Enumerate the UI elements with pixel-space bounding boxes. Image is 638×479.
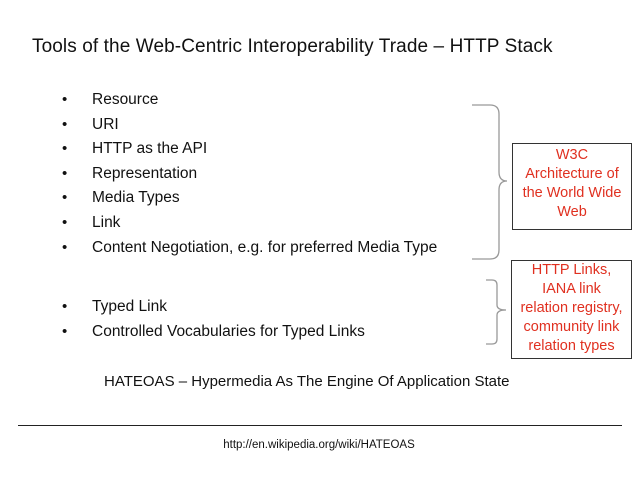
bullet-text: HTTP as the API [92,140,208,158]
list-item [62,113,437,138]
bullet-icon: • [62,115,68,133]
bullet-text: Resource [92,91,159,108]
bullet-icon: • [62,213,68,231]
callout-line: community link [523,319,620,335]
bullet-list-core [62,88,437,260]
bullet-icon: • [62,322,68,340]
bullet-icon: • [62,140,68,158]
hateoas-definition: HATEOAS – Hypermedia As The Engine Of Application State [104,373,510,390]
callout-w3c-architecture [512,143,632,230]
callout-line: relation registry, [520,300,623,316]
list-item [62,320,365,345]
bullet-icon: • [62,164,68,182]
bullet-text: Media Types [92,189,180,207]
callout-line: IANA link [542,281,601,297]
bullet-text: Link [92,213,121,231]
callout-line: HTTP Links, [531,262,612,278]
list-item [62,186,437,211]
bullet-icon: • [62,189,68,207]
divider [18,425,622,426]
list-item [62,211,437,236]
slide-title: Tools of the Web-Centric Interoperability Trade – HTTP Stack [32,36,553,57]
callout-line: Architecture of [525,166,619,182]
bullet-text: Content Negotiation, e.g. for preferred Media Type [92,238,438,256]
list-item [62,162,437,187]
callout-http-links [511,260,632,359]
list-item [62,88,437,113]
bullet-text: URI [92,115,119,133]
source-link[interactable]: http://en.wikipedia.org/wiki/HATEOAS [223,439,415,451]
bracket-right-brace-icon [470,100,510,265]
callout-line: the World Wide [522,185,622,201]
bullet-icon: • [62,298,68,315]
bracket-right-brace-icon [484,277,510,347]
list-item [62,137,437,162]
callout-line: relation types [528,338,615,354]
callout-line: W3C [555,147,589,163]
bullet-icon: • [62,238,68,256]
bullet-text: Typed Link [92,298,167,315]
bullet-list-links [62,295,365,344]
bullet-text: Representation [92,164,198,182]
list-item [62,295,365,320]
bullet-text: Controlled Vocabularies for Typed Links [92,322,365,340]
bullet-icon: • [62,91,68,108]
list-item [62,236,437,261]
callout-line: Web [557,204,587,220]
